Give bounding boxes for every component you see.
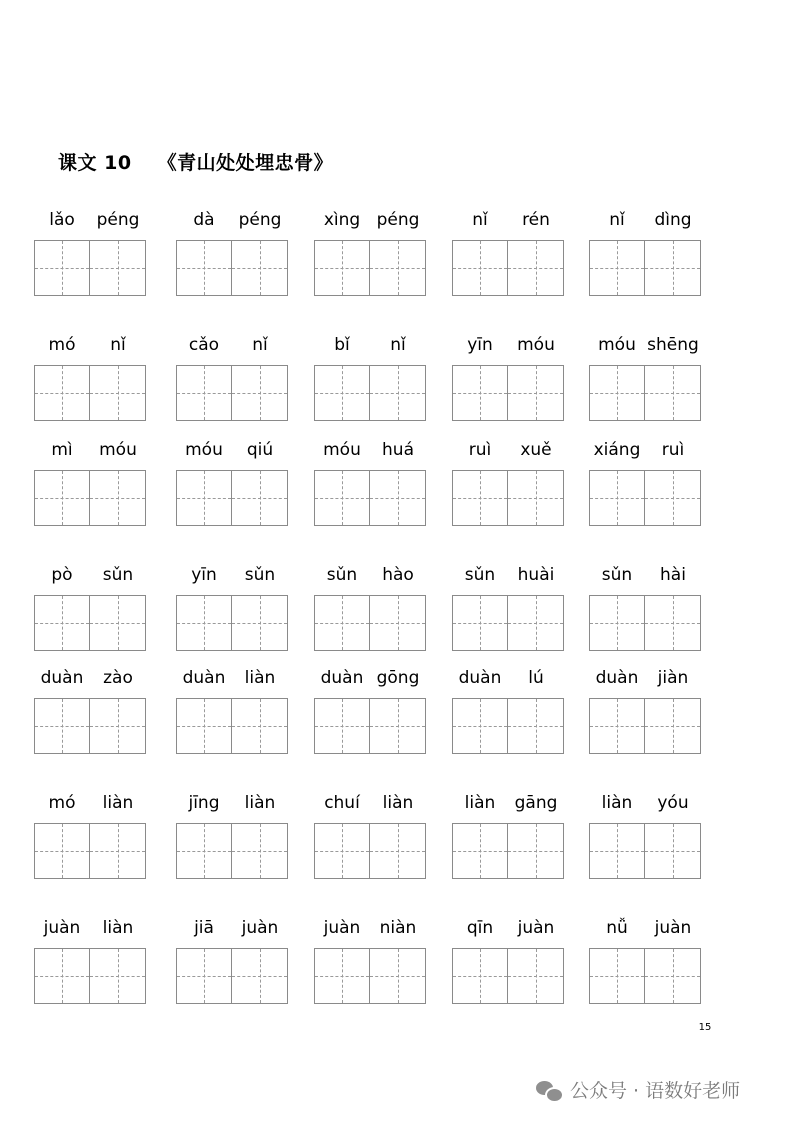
pinyin-item (589, 793, 701, 893)
pinyin-text: dà (193, 210, 215, 230)
character-writing-box[interactable] (314, 365, 370, 421)
character-box-pair (176, 595, 288, 651)
character-writing-box[interactable] (176, 698, 232, 754)
pinyin-text: huài (517, 565, 555, 585)
character-writing-box[interactable] (589, 365, 645, 421)
pinyin-item (589, 440, 701, 540)
character-writing-box[interactable] (232, 240, 288, 296)
character-writing-box[interactable] (314, 470, 370, 526)
character-writing-box[interactable] (34, 470, 90, 526)
pinyin-text: yīn (467, 335, 493, 355)
pinyin-text: jiā (194, 918, 214, 938)
pinyin-text: mì (51, 440, 73, 460)
character-writing-box[interactable] (34, 698, 90, 754)
pinyin-text: duàn (595, 668, 639, 688)
pinyin-text: nǐ (390, 335, 406, 355)
pinyin-text: bǐ (334, 335, 350, 355)
pinyin-text: xiáng (593, 440, 641, 460)
pinyin-row (0, 565, 794, 665)
character-writing-box[interactable] (232, 595, 288, 651)
pinyin-text: zào (103, 668, 133, 688)
character-writing-box[interactable] (314, 823, 370, 879)
character-writing-box[interactable] (508, 948, 564, 1004)
character-box-pair (452, 365, 564, 421)
character-writing-box[interactable] (232, 698, 288, 754)
character-writing-box[interactable] (452, 365, 508, 421)
pinyin-text: liàn (382, 793, 414, 813)
pinyin-text: nǐ (252, 335, 268, 355)
character-writing-box[interactable] (508, 698, 564, 754)
lesson-name: 《青山处处埋忠骨》 (157, 152, 334, 174)
pinyin-item (34, 210, 146, 310)
wechat-icon (536, 1079, 562, 1101)
pinyin-text: ruì (661, 440, 685, 460)
pinyin-text: huá (382, 440, 414, 460)
pinyin-row (0, 440, 794, 540)
pinyin-row (0, 918, 794, 1018)
character-writing-box[interactable] (589, 823, 645, 879)
pinyin-item (34, 335, 146, 435)
pinyin-item (176, 668, 288, 768)
character-writing-box[interactable] (34, 948, 90, 1004)
character-writing-box[interactable] (452, 698, 508, 754)
pinyin-text: hài (660, 565, 686, 585)
pinyin-item (589, 918, 701, 1018)
character-box-pair (589, 823, 701, 879)
character-box-pair (314, 365, 426, 421)
pinyin-item (452, 440, 564, 540)
pinyin-text: lú (528, 668, 544, 688)
pinyin-text: sǔn (244, 565, 276, 585)
pinyin-text: móu (323, 440, 361, 460)
pinyin-text: liàn (102, 918, 134, 938)
character-box-pair (589, 365, 701, 421)
pinyin-text: péng (238, 210, 282, 230)
pinyin-text: mó (48, 335, 76, 355)
character-writing-box[interactable] (232, 948, 288, 1004)
character-writing-box[interactable] (34, 240, 90, 296)
character-writing-box[interactable] (90, 948, 146, 1004)
pinyin-text: ruì (468, 440, 492, 460)
pinyin-item (589, 565, 701, 665)
pinyin-item (34, 918, 146, 1018)
pinyin-text: gāng (514, 793, 558, 813)
character-writing-box[interactable] (176, 948, 232, 1004)
character-writing-box[interactable] (370, 595, 426, 651)
pinyin-item (452, 335, 564, 435)
pinyin-text: duàn (40, 668, 84, 688)
pinyin-text: jīng (188, 793, 220, 813)
pinyin-row (0, 793, 794, 893)
pinyin-text: shēng (647, 335, 699, 355)
pinyin-item (314, 440, 426, 540)
pinyin-item (314, 918, 426, 1018)
character-writing-box[interactable] (370, 470, 426, 526)
character-box-pair (589, 470, 701, 526)
pinyin-text: sǔn (464, 565, 496, 585)
pinyin-text: liàn (244, 668, 276, 688)
character-box-pair (314, 595, 426, 651)
character-box-pair (589, 240, 701, 296)
lesson-number: 课文 10 (58, 152, 132, 174)
pinyin-text: sǔn (601, 565, 633, 585)
pinyin-item (34, 793, 146, 893)
character-writing-box[interactable] (34, 595, 90, 651)
pinyin-text: liàn (601, 793, 633, 813)
character-box-pair (314, 470, 426, 526)
character-writing-box[interactable] (314, 698, 370, 754)
character-box-pair (452, 470, 564, 526)
character-writing-box[interactable] (452, 823, 508, 879)
pinyin-item (34, 440, 146, 540)
character-writing-box[interactable] (370, 698, 426, 754)
character-writing-box[interactable] (452, 948, 508, 1004)
pinyin-text: móu (517, 335, 555, 355)
pinyin-text: qiú (246, 440, 274, 460)
character-writing-box[interactable] (176, 595, 232, 651)
character-box-pair (176, 470, 288, 526)
character-writing-box[interactable] (176, 470, 232, 526)
character-writing-box[interactable] (176, 823, 232, 879)
character-writing-box[interactable] (645, 698, 701, 754)
character-writing-box[interactable] (370, 240, 426, 296)
character-writing-box[interactable] (589, 240, 645, 296)
character-writing-box[interactable] (452, 240, 508, 296)
pinyin-item (176, 440, 288, 540)
character-writing-box[interactable] (314, 595, 370, 651)
character-box-pair (34, 948, 146, 1004)
character-writing-box[interactable] (314, 240, 370, 296)
pinyin-item (314, 210, 426, 310)
pinyin-row (0, 335, 794, 435)
pinyin-text: duàn (182, 668, 226, 688)
pinyin-text: liàn (244, 793, 276, 813)
character-writing-box[interactable] (232, 823, 288, 879)
pinyin-item (452, 668, 564, 768)
character-writing-box[interactable] (314, 948, 370, 1004)
character-writing-box[interactable] (90, 470, 146, 526)
pinyin-text: juàn (654, 918, 692, 938)
character-box-pair (34, 240, 146, 296)
character-writing-box[interactable] (370, 823, 426, 879)
character-writing-box[interactable] (370, 365, 426, 421)
pinyin-item (314, 565, 426, 665)
pinyin-row (0, 210, 794, 310)
pinyin-text: chuí (324, 793, 360, 813)
character-box-pair (176, 240, 288, 296)
character-box-pair (314, 823, 426, 879)
pinyin-text: juàn (43, 918, 81, 938)
pinyin-item (314, 668, 426, 768)
pinyin-text: qīn (466, 918, 494, 938)
pinyin-item (176, 918, 288, 1018)
pinyin-item (589, 335, 701, 435)
character-writing-box[interactable] (645, 365, 701, 421)
character-writing-box[interactable] (232, 365, 288, 421)
pinyin-row (0, 668, 794, 768)
pinyin-item (452, 918, 564, 1018)
character-box-pair (452, 595, 564, 651)
pinyin-text: sǔn (326, 565, 358, 585)
character-writing-box[interactable] (90, 365, 146, 421)
pinyin-text: nǚ (606, 918, 628, 938)
pinyin-text: xìng (323, 210, 361, 230)
character-writing-box[interactable] (176, 365, 232, 421)
character-box-pair (589, 948, 701, 1004)
character-writing-box[interactable] (176, 240, 232, 296)
character-writing-box[interactable] (508, 240, 564, 296)
pinyin-item (452, 210, 564, 310)
character-box-pair (34, 698, 146, 754)
character-box-pair (176, 823, 288, 879)
character-box-pair (34, 470, 146, 526)
pinyin-text: liàn (464, 793, 496, 813)
pinyin-text: nǐ (472, 210, 488, 230)
page-number: 15 (698, 1022, 712, 1033)
pinyin-text: nǐ (609, 210, 625, 230)
character-box-pair (589, 698, 701, 754)
pinyin-item (589, 210, 701, 310)
character-writing-box[interactable] (589, 470, 645, 526)
character-box-pair (176, 948, 288, 1004)
pinyin-text: péng (376, 210, 420, 230)
pinyin-item (176, 335, 288, 435)
character-box-pair (34, 823, 146, 879)
pinyin-item (452, 565, 564, 665)
character-writing-box[interactable] (90, 698, 146, 754)
pinyin-text: móu (99, 440, 137, 460)
pinyin-text: nǐ (110, 335, 126, 355)
pinyin-text: juàn (241, 918, 279, 938)
character-writing-box[interactable] (370, 948, 426, 1004)
character-box-pair (452, 823, 564, 879)
pinyin-item (314, 793, 426, 893)
pinyin-text: péng (96, 210, 140, 230)
character-box-pair (314, 948, 426, 1004)
character-writing-box[interactable] (508, 823, 564, 879)
pinyin-text: duàn (458, 668, 502, 688)
character-writing-box[interactable] (90, 823, 146, 879)
character-box-pair (314, 240, 426, 296)
footer-text: 公众号 · 语数好老师 (570, 1080, 741, 1102)
pinyin-text: móu (185, 440, 223, 460)
pinyin-item (589, 668, 701, 768)
pinyin-item (314, 335, 426, 435)
pinyin-item (34, 565, 146, 665)
pinyin-text: sǔn (102, 565, 134, 585)
character-box-pair (314, 698, 426, 754)
character-box-pair (34, 365, 146, 421)
character-box-pair (452, 948, 564, 1004)
pinyin-text: yīn (191, 565, 217, 585)
character-box-pair (452, 240, 564, 296)
character-writing-box[interactable] (90, 595, 146, 651)
character-box-pair (452, 698, 564, 754)
page-title (58, 148, 333, 175)
pinyin-item (452, 793, 564, 893)
pinyin-text: dìng (654, 210, 692, 230)
pinyin-item (34, 668, 146, 768)
character-writing-box[interactable] (589, 595, 645, 651)
pinyin-text: lǎo (49, 210, 75, 230)
pinyin-text: cǎo (188, 335, 220, 355)
pinyin-text: hào (382, 565, 414, 585)
pinyin-item (176, 793, 288, 893)
character-writing-box[interactable] (34, 365, 90, 421)
character-writing-box[interactable] (645, 823, 701, 879)
pinyin-text: rén (522, 210, 550, 230)
character-box-pair (589, 595, 701, 651)
pinyin-text: juàn (323, 918, 361, 938)
pinyin-text: juàn (517, 918, 555, 938)
pinyin-item (176, 210, 288, 310)
pinyin-text: xuě (520, 440, 552, 460)
pinyin-text: liàn (102, 793, 134, 813)
character-box-pair (176, 365, 288, 421)
pinyin-item (176, 565, 288, 665)
pinyin-text: jiàn (657, 668, 689, 688)
character-writing-box[interactable] (589, 698, 645, 754)
pinyin-text: gōng (376, 668, 420, 688)
character-writing-box[interactable] (645, 595, 701, 651)
character-writing-box[interactable] (232, 470, 288, 526)
pinyin-text: niàn (379, 918, 417, 938)
character-writing-box[interactable] (508, 595, 564, 651)
character-writing-box[interactable] (589, 948, 645, 1004)
pinyin-text: mó (48, 793, 76, 813)
pinyin-text: pò (51, 565, 73, 585)
footer-watermark (536, 1076, 740, 1103)
character-writing-box[interactable] (645, 240, 701, 296)
pinyin-text: móu (598, 335, 636, 355)
pinyin-text: yóu (657, 793, 689, 813)
character-box-pair (176, 698, 288, 754)
character-writing-box[interactable] (508, 470, 564, 526)
character-writing-box[interactable] (452, 595, 508, 651)
character-writing-box[interactable] (645, 470, 701, 526)
character-writing-box[interactable] (90, 240, 146, 296)
character-writing-box[interactable] (34, 823, 90, 879)
character-box-pair (34, 595, 146, 651)
character-writing-box[interactable] (645, 948, 701, 1004)
pinyin-text: duàn (320, 668, 364, 688)
character-writing-box[interactable] (508, 365, 564, 421)
character-writing-box[interactable] (452, 470, 508, 526)
